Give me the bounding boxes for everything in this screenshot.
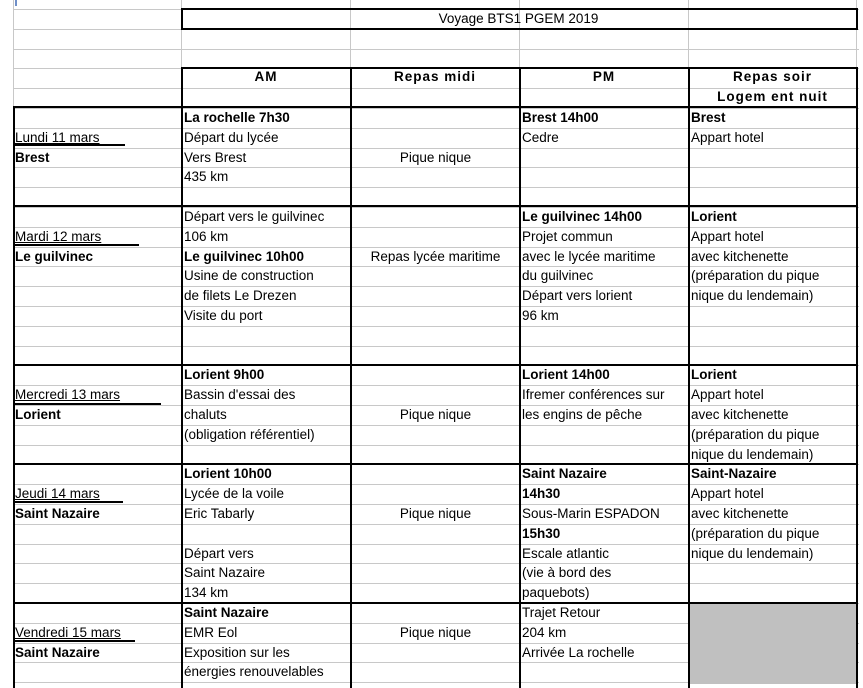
header-repas-soir[interactable]: Repas soir: [732, 69, 813, 84]
lunch-cell[interactable]: Pique nique: [399, 407, 472, 422]
pm-cell[interactable]: 14h30: [522, 486, 561, 502]
right-border: [856, 67, 858, 688]
am-cell[interactable]: Lorient 9h00: [184, 367, 265, 383]
day-city[interactable]: Le guilvinec: [15, 248, 94, 264]
day-date[interactable]: Lundi 11 mars: [15, 129, 100, 145]
evening-cell[interactable]: Appart hotel: [691, 387, 764, 403]
pm-cell[interactable]: 204 km: [522, 624, 567, 640]
day-date[interactable]: Vendredi 15 mars: [15, 624, 121, 640]
evening-cell[interactable]: Appart hotel: [691, 228, 764, 244]
lunch-cell[interactable]: Repas lycée maritime: [370, 248, 501, 264]
am-cell[interactable]: Départ vers le guilvinec: [184, 209, 325, 224]
am-cell[interactable]: Exposition sur les: [184, 644, 290, 660]
pm-cell[interactable]: Trajet Retour: [522, 605, 601, 620]
scroll-marker: [15, 0, 17, 6]
column-border: [350, 67, 352, 688]
grid-row-line: [13, 187, 859, 188]
am-cell[interactable]: Le guilvinec 10h00: [184, 248, 305, 264]
am-cell[interactable]: Bassin d'essai des: [184, 387, 296, 403]
pm-cell[interactable]: (vie à bord des: [522, 565, 612, 581]
evening-cell[interactable]: Lorient: [691, 209, 737, 224]
day-city[interactable]: Saint Nazaire: [15, 506, 100, 521]
am-cell[interactable]: (obligation référentiel): [184, 426, 315, 442]
header-logement[interactable]: Logem ent nuit: [717, 89, 828, 104]
am-cell[interactable]: de filets Le Drezen: [184, 288, 297, 304]
am-cell[interactable]: Départ du lycée: [184, 129, 279, 145]
am-cell[interactable]: 435 km: [184, 169, 229, 185]
evening-cell[interactable]: (préparation du pique: [691, 525, 820, 541]
am-cell[interactable]: Lorient 10h00: [184, 466, 272, 482]
evening-cell[interactable]: (préparation du pique: [691, 268, 820, 284]
day-date[interactable]: Mercredi 13 mars: [15, 387, 121, 403]
am-cell[interactable]: Eric Tabarly: [184, 506, 255, 521]
day-date[interactable]: Mardi 12 mars: [15, 228, 102, 244]
am-cell[interactable]: Lycée de la voile: [184, 486, 285, 502]
title-border-right: [856, 8, 858, 30]
pm-cell[interactable]: Saint Nazaire: [522, 466, 607, 482]
grid-row-line: [13, 583, 859, 584]
pm-cell[interactable]: Escale atlantic: [522, 545, 610, 561]
evening-cell[interactable]: Appart hotel: [691, 486, 764, 502]
pm-cell[interactable]: Départ vers lorient: [522, 288, 633, 304]
pm-cell[interactable]: les engins de pêche: [522, 407, 643, 422]
evening-cell[interactable]: nique du lendemain): [691, 446, 814, 462]
pm-cell[interactable]: Lorient 14h00: [522, 367, 610, 383]
evening-cell[interactable]: avec kitchenette: [691, 407, 789, 422]
pm-cell[interactable]: Projet commun: [522, 228, 613, 244]
evening-cell[interactable]: nique du lendemain): [691, 545, 814, 561]
am-cell[interactable]: Saint Nazaire: [184, 565, 266, 581]
pm-cell[interactable]: du guilvinec: [522, 268, 594, 284]
pm-cell[interactable]: 15h30: [522, 525, 561, 541]
am-cell[interactable]: Usine de construction: [184, 268, 314, 284]
pm-cell[interactable]: 96 km: [522, 308, 559, 323]
day-city[interactable]: Brest: [15, 149, 50, 165]
header-repas-midi[interactable]: Repas midi: [393, 69, 477, 84]
lunch-cell[interactable]: Pique nique: [399, 506, 472, 521]
pm-cell[interactable]: Brest 14h00: [522, 110, 599, 125]
evening-cell[interactable]: (préparation du pique: [691, 426, 820, 442]
pm-cell[interactable]: Cedre: [522, 129, 559, 145]
header-pm[interactable]: PM: [592, 69, 616, 84]
lunch-cell[interactable]: Pique nique: [399, 149, 472, 165]
day-city[interactable]: Saint Nazaire: [15, 644, 100, 660]
pm-cell[interactable]: avec le lycée maritime: [522, 248, 656, 264]
pm-cell[interactable]: Ifremer conférences sur: [522, 387, 665, 403]
evening-cell[interactable]: Brest: [691, 110, 726, 125]
pm-cell[interactable]: Le guilvinec 14h00: [522, 209, 643, 224]
am-cell[interactable]: 134 km: [184, 585, 229, 601]
column-border: [181, 67, 183, 688]
am-cell[interactable]: Visite du port: [184, 308, 263, 323]
am-cell[interactable]: EMR Eol: [184, 624, 238, 640]
pm-cell[interactable]: Sous-Marin ESPADON: [522, 506, 660, 521]
grid-row-line: [13, 346, 859, 347]
am-cell[interactable]: Saint Nazaire: [184, 605, 269, 620]
am-cell[interactable]: La rochelle 7h30: [184, 110, 290, 125]
header-am[interactable]: AM: [254, 69, 278, 84]
empty-cell-shaded: [689, 604, 856, 684]
am-cell[interactable]: Départ vers: [184, 545, 254, 561]
grid-row-line: [13, 306, 859, 307]
am-cell[interactable]: Vers Brest: [184, 149, 247, 165]
grid-row-line: [13, 49, 859, 50]
am-cell[interactable]: énergies renouvelables: [184, 664, 324, 680]
evening-cell[interactable]: Appart hotel: [691, 129, 764, 145]
evening-cell[interactable]: nique du lendemain): [691, 288, 814, 304]
sheet-title[interactable]: Voyage BTS1 PGEM 2019: [438, 11, 599, 26]
column-border: [688, 67, 690, 688]
grid-row-line: [13, 326, 859, 327]
pm-cell[interactable]: Arrivée La rochelle: [522, 644, 635, 660]
day-date[interactable]: Jeudi 14 mars: [15, 486, 100, 502]
lunch-cell[interactable]: Pique nique: [399, 624, 472, 640]
day-city[interactable]: Lorient: [15, 407, 61, 422]
evening-cell[interactable]: Lorient: [691, 367, 737, 383]
am-cell[interactable]: chaluts: [184, 407, 227, 422]
column-border: [519, 67, 521, 688]
evening-cell[interactable]: avec kitchenette: [691, 506, 789, 521]
day-separator: [13, 602, 858, 604]
evening-cell[interactable]: Saint-Nazaire: [691, 466, 777, 482]
am-cell[interactable]: 106 km: [184, 228, 229, 244]
pm-cell[interactable]: paquebots): [522, 585, 590, 601]
evening-cell[interactable]: avec kitchenette: [691, 248, 789, 264]
